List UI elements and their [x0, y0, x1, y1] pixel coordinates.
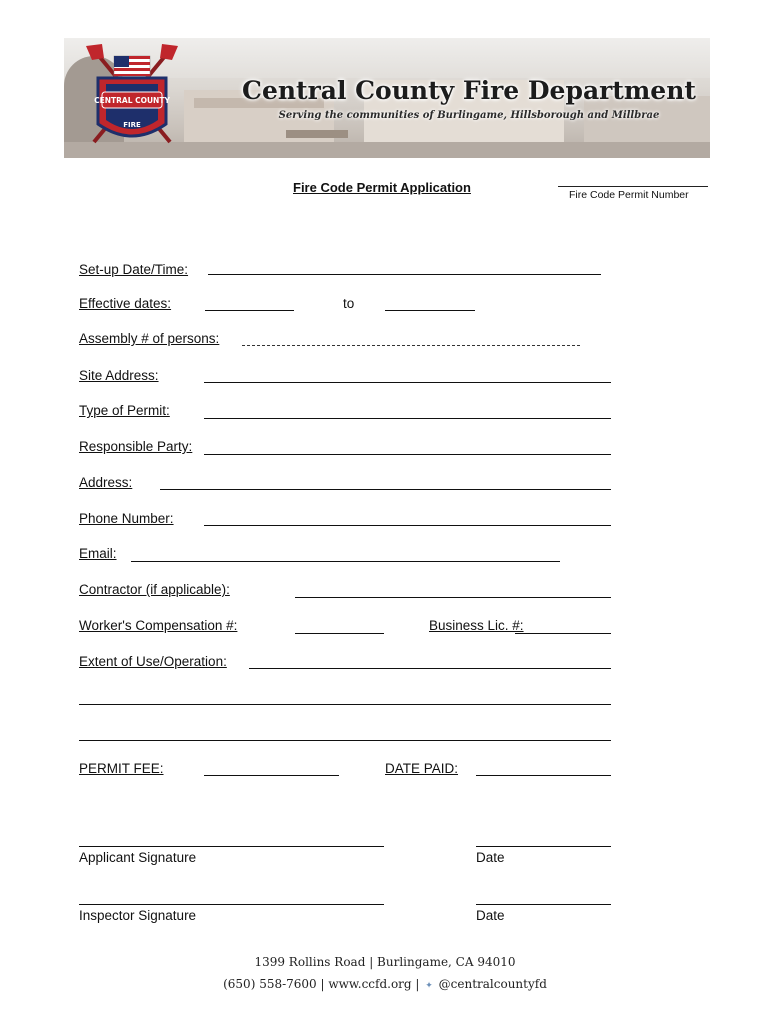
department-subtitle: Serving the communities of Burlingame, Hillsborough and Millbrae [278, 110, 660, 121]
assembly-persons-field[interactable] [242, 345, 580, 346]
permit-fee-field[interactable] [204, 775, 339, 776]
business-lic-label: Business Lic. #: [429, 618, 524, 633]
setup-datetime-field[interactable] [208, 274, 601, 275]
effective-dates-to-label: to [343, 296, 355, 311]
date-paid-label: DATE PAID: [385, 761, 459, 776]
banner-building-sign [286, 130, 348, 138]
site-address-label: Site Address: [79, 368, 159, 383]
email-label: Email: [79, 546, 117, 561]
type-of-permit-field[interactable] [204, 418, 611, 419]
workers-comp-label: Worker's Compensation #: [79, 618, 238, 633]
effective-date-from-field[interactable] [205, 310, 294, 311]
extent-of-use-field-line-2[interactable] [79, 704, 611, 705]
applicant-signature-label: Applicant Signature [79, 850, 197, 865]
fire-department-emblem [82, 42, 182, 154]
type-of-permit-label: Type of Permit: [79, 403, 170, 418]
effective-dates-label: Effective dates: [79, 296, 172, 311]
extent-of-use-field[interactable] [249, 668, 611, 669]
address-label: Address: [79, 475, 133, 490]
phone-number-field[interactable] [204, 525, 611, 526]
email-field[interactable] [131, 561, 560, 562]
extent-of-use-label: Extent of Use/Operation: [79, 654, 227, 669]
footer-twitter-handle[interactable]: @centralcountyfd [438, 977, 547, 991]
inspector-date-label: Date [476, 908, 505, 923]
workers-comp-field[interactable] [295, 633, 384, 634]
footer-phone-website: (650) 558-7600 | www.ccfd.org | [223, 977, 420, 991]
inspector-signature-field[interactable] [79, 904, 384, 905]
responsible-party-label: Responsible Party: [79, 439, 193, 454]
contractor-label: Contractor (if applicable): [79, 582, 230, 597]
responsible-party-field[interactable] [204, 454, 611, 455]
applicant-date-label: Date [476, 850, 505, 865]
footer-address: 1399 Rollins Road | Burlingame, CA 94010 [254, 955, 516, 969]
emblem-text: FIRE [123, 121, 141, 129]
form-title: Fire Code Permit Application [293, 180, 471, 195]
phone-number-label: Phone Number: [79, 511, 174, 526]
business-lic-field[interactable] [515, 633, 611, 634]
permit-number-field[interactable] [558, 186, 708, 187]
contractor-field[interactable] [295, 597, 611, 598]
effective-date-to-field[interactable] [385, 310, 475, 311]
emblem-text: CENTRAL COUNTY [94, 96, 170, 105]
footer-contact [0, 977, 770, 991]
inspector-date-field[interactable] [476, 904, 611, 905]
site-address-field[interactable] [204, 382, 611, 383]
extent-of-use-field-line-3[interactable] [79, 740, 611, 741]
permit-fee-label: PERMIT FEE: [79, 761, 164, 776]
permit-number-label: Fire Code Permit Number [569, 189, 689, 201]
department-title: Central County Fire Department [242, 76, 696, 105]
date-paid-field[interactable] [476, 775, 611, 776]
address-field[interactable] [160, 489, 611, 490]
inspector-signature-label: Inspector Signature [79, 908, 197, 923]
setup-datetime-label: Set-up Date/Time: [79, 262, 189, 277]
assembly-persons-label: Assembly # of persons: [79, 331, 220, 346]
twitter-icon: ✦ [425, 981, 433, 991]
applicant-signature-field[interactable] [79, 846, 384, 847]
header-banner [64, 38, 710, 158]
applicant-date-field[interactable] [476, 846, 611, 847]
